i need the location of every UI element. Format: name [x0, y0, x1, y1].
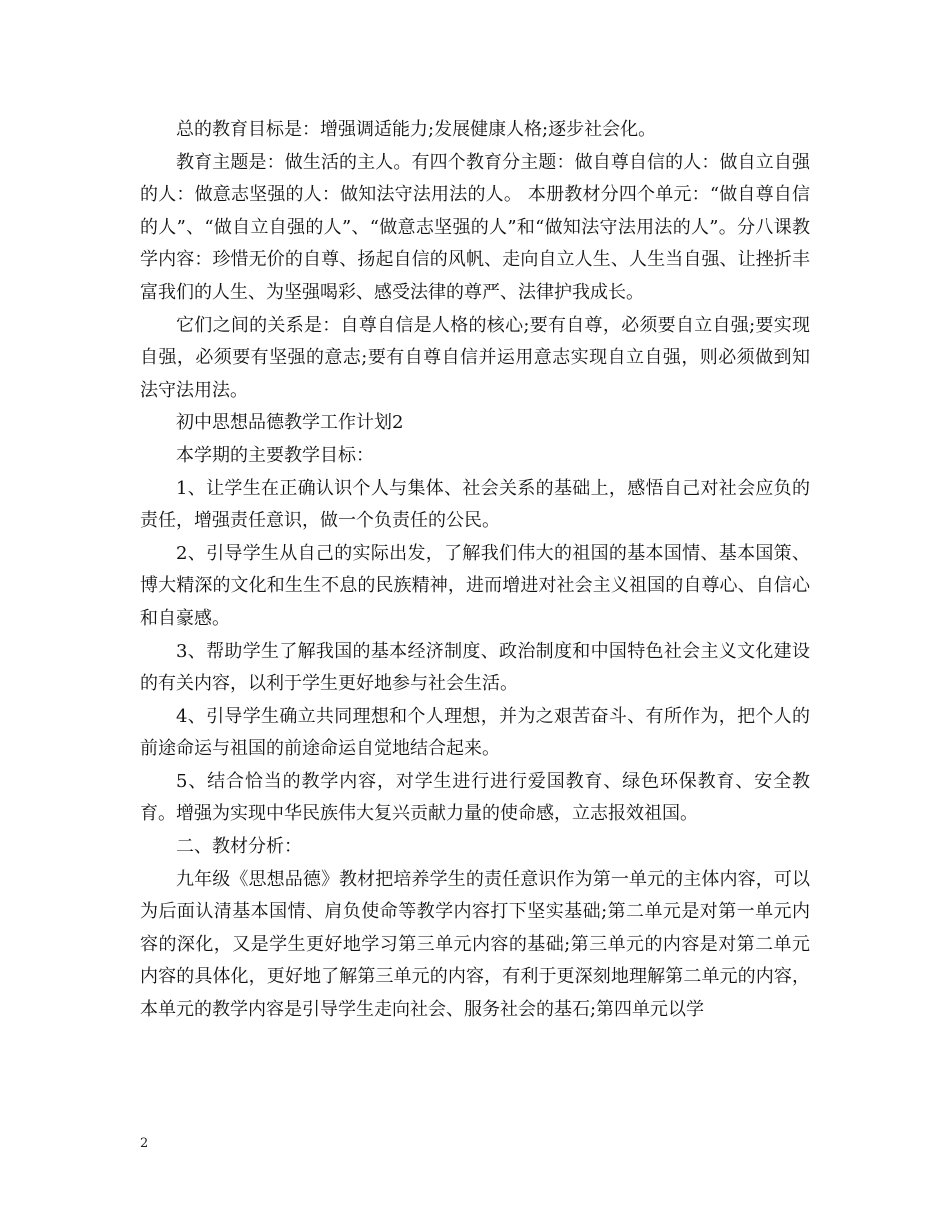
paragraph-relationship: 它们之间的关系是：自尊自信是人格的核心;要有自尊，必须要自立自强;要实现自强，必须要有坚强的意志;要有自尊自信并运用意志实现自立自强，则必须做到知法守法用法。 — [140, 314, 810, 401]
list-item-goal-2: 2、引导学生从自己的实际出发，了解我们伟大的祖国的基本国情、基本国策、博大精深的文化和生生不息的民族精神，进而增进对社会主义祖国的自尊心、自信心和自豪感。 — [140, 542, 810, 629]
document-body — [140, 114, 810, 1027]
paragraph-main-goals-heading: 本学期的主要教学目标： — [176, 444, 374, 466]
list-item-goal-1: 1、让学生在正确认识个人与集体、社会关系的基础上，感悟自己对社会应负的责任，增强责任意识，做一个负责任的公民。 — [140, 477, 810, 532]
section-heading-plan-2: 初中思想品德教学工作计划2 — [176, 412, 404, 434]
page-number: 2 — [140, 1136, 149, 1151]
paragraph-textbook-analysis: 九年级《思想品德》教材把培养学生的责任意识作为第一单元的主体内容，可以为后面认清基本国情、肩负使命等教学内容打下坚实基础;第二单元是对第一单元内容的深化，又是学生更好地学习第三单元内容的基础;第三单元的内容是对第二单元内容的具体化，更好地了解第三单元的内容，有利于更深刻地理解第二单元的内容，本单元的教学内容是引导学生走向社会、服务社会的基石;第四单元以学 — [140, 868, 810, 1021]
paragraph-goal: 总的教育目标是：增强调适能力;发展健康人格;逐步社会化。 — [176, 119, 657, 140]
list-item-goal-3: 3、帮助学生了解我国的基本经济制度、政治制度和中国特色社会主义文化建设的有关内容，以利于学生更好地参与社会生活。 — [140, 640, 810, 695]
list-item-goal-4: 4、引导学生确立共同理想和个人理想，并为之艰苦奋斗、有所作为，把个人的前途命运与祖国的前途命运自觉地结合起来。 — [140, 705, 810, 760]
section-heading-textbook-analysis: 二、教材分析： — [176, 836, 302, 858]
paragraph-theme: 教育主题是：做生活的主人。有四个教育分主题：做自尊自信的人：做自立自强的人：做意志坚强的人：做知法守法用法的人。 本册教材分四个单元：“做自尊自信的人”、“做自立自强的人”、“做意志坚强的人”和“做知法守法用法的人”。分八课教学内容：珍惜无价的自尊、扬起自信的风帆、走向自立人生、人生当自强、让挫折丰富我们的人生、为坚强喝彩、感受法律的尊严、法律护我成长。 — [140, 151, 810, 303]
list-item-goal-5: 5、结合恰当的教学内容，对学生进行进行爱国教育、绿色环保教育、安全教育。增强为实现中华民族伟大复兴贡献力量的使命感，立志报效祖国。 — [140, 770, 810, 825]
